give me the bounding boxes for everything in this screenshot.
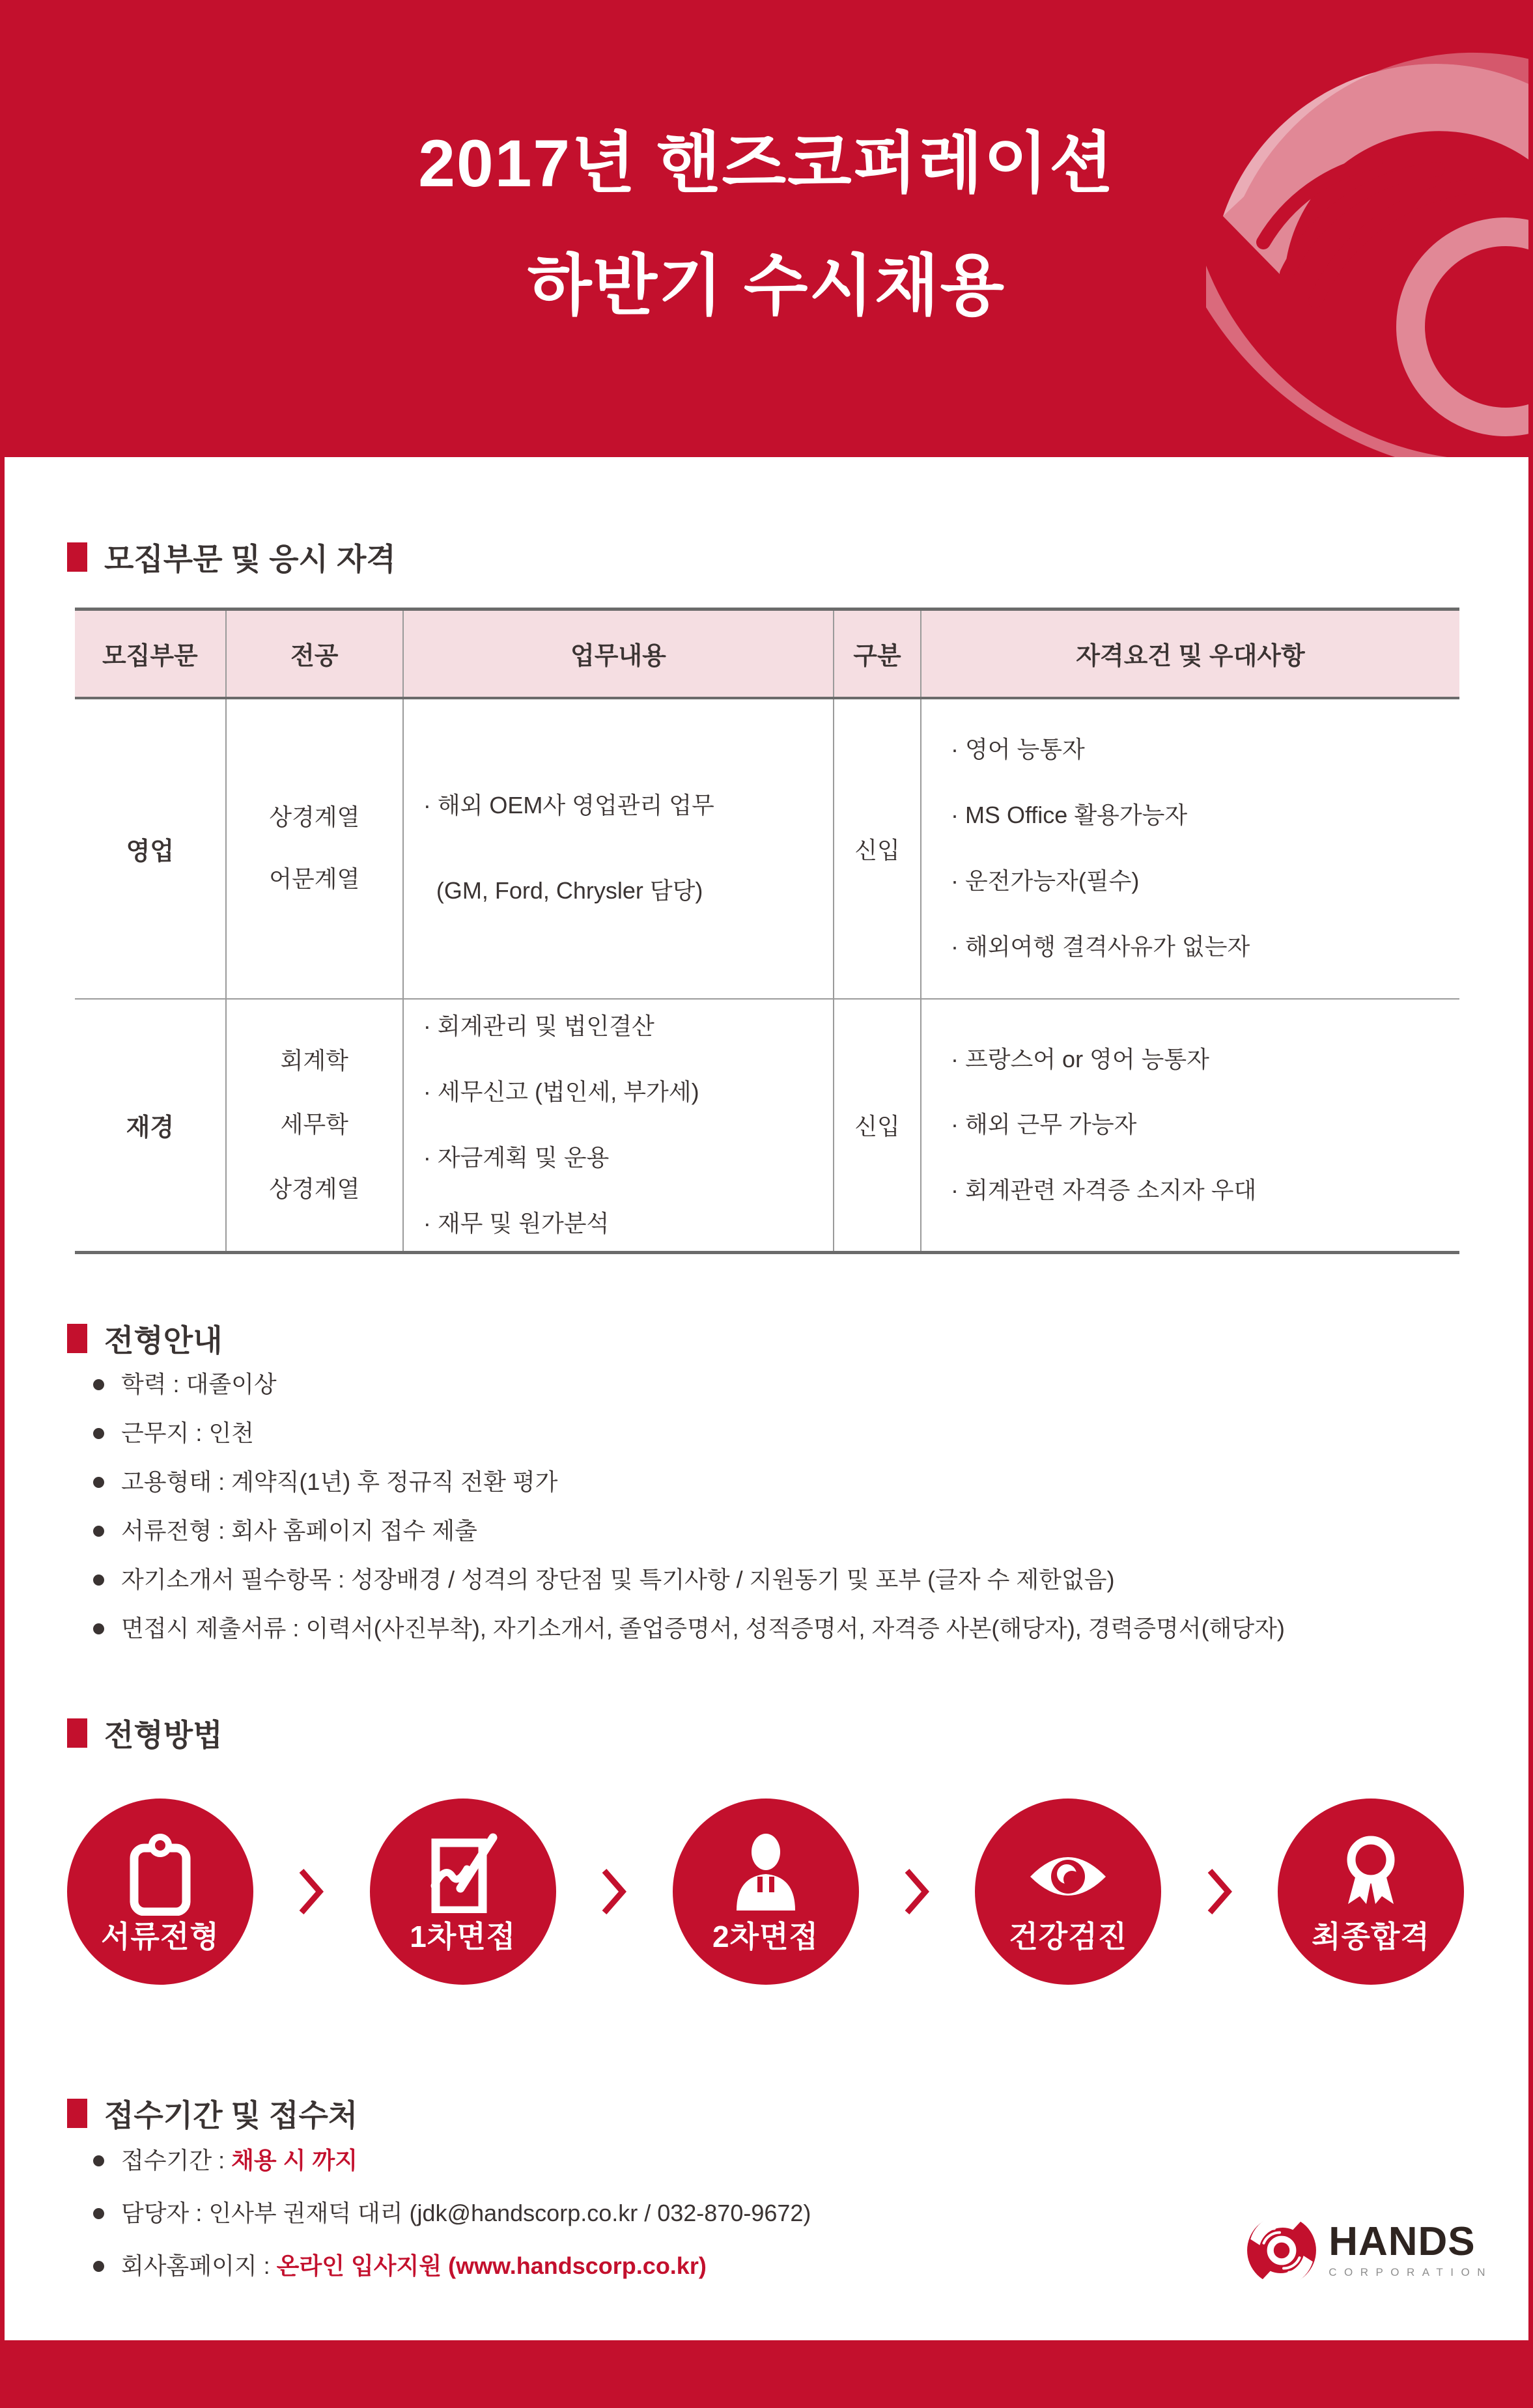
list-item: 고용형태 : 계약직(1년) 후 정규직 전환 평가 xyxy=(93,1470,1490,1494)
list-item: 자기소개서 필수항목 : 성장배경 / 성격의 장단점 및 특기사항 / 지원동기 및 포부 (글자 수 제한없음) xyxy=(93,1568,1490,1591)
chevron-right-icon xyxy=(904,1867,930,1916)
list-item: 회사홈페이지 : 온라인 입사지원 (www.handscorp.co.kr) xyxy=(93,2254,1490,2278)
list-item: 담당자 : 인사부 권재덕 대리 (jdk@handscorp.co.kr / 032-870-9672) xyxy=(93,2202,1490,2225)
section-title-recruit xyxy=(67,535,1464,579)
section-title-text: 전형안내 xyxy=(104,1323,223,1358)
col-header-quals: 자격요건 및 우대사항 xyxy=(921,609,1459,698)
chevron-right-icon xyxy=(601,1867,627,1916)
bullet-dot xyxy=(93,1428,104,1439)
bullet-dot xyxy=(93,2208,104,2219)
hands-logo-icon xyxy=(1245,2214,1318,2287)
footer-bar xyxy=(0,2340,1533,2408)
chevron-right-icon xyxy=(1207,1867,1233,1916)
process-step-first-interview xyxy=(370,1799,556,1985)
red-square-bullet xyxy=(67,542,87,572)
bullet-dot xyxy=(93,1623,104,1634)
cell-majors: 상경계열 어문계열 xyxy=(226,698,403,999)
company-logo xyxy=(1245,2214,1493,2287)
medal-icon xyxy=(1335,1831,1407,1912)
cell-dept: 재경 xyxy=(126,1114,175,1142)
list-item: 서류전형 : 회사 홈페이지 접수 제출 xyxy=(93,1519,1490,1543)
cell-quals: · 프랑스어 or 영어 능통자 · 해외 근무 가능자 · 회계관련 자격증 소지자 우대 xyxy=(921,999,1459,1253)
list-item: 접수기간 : 채용 시 까지 xyxy=(93,2149,1490,2172)
col-header-major: 전공 xyxy=(226,609,403,698)
cell-quals: · 영어 능통자 · MS Office 활용가능자 · 운전가능자(필수) · 해외여행 결격사유가 없는자 xyxy=(921,698,1459,999)
bullet-dot xyxy=(93,1526,104,1537)
chevron-right-icon xyxy=(298,1867,324,1916)
col-header-duties: 업무내용 xyxy=(403,609,834,698)
page-title-line1: 2017년 핸즈코퍼레이션 xyxy=(418,126,1115,201)
bullet-dot xyxy=(93,2261,104,2272)
col-header-dept: 모집부문 xyxy=(75,609,226,698)
guide-list xyxy=(93,1373,1490,1640)
cell-type: 신입 xyxy=(834,698,921,999)
process-step-final-pass xyxy=(1278,1799,1464,1985)
process-step-label: 1차면접 xyxy=(410,1920,516,1953)
bullet-dot xyxy=(93,1575,104,1586)
section-title-text: 접수기간 및 접수처 xyxy=(104,2098,358,2133)
clipboard-icon xyxy=(126,1831,194,1916)
list-item: 면접시 제출서류 : 이력서(사진부착), 자기소개서, 졸업증명서, 성적증명서, 자격증 사본(해당자), 경력증명서(해당자) xyxy=(93,1617,1490,1640)
process-step-second-interview xyxy=(673,1799,859,1985)
logo-wordmark: HANDS xyxy=(1329,2219,1476,2264)
page-title xyxy=(0,0,1533,347)
hero-header xyxy=(0,0,1533,457)
section-title-text: 모집부문 및 응시 자격 xyxy=(104,542,396,576)
cell-duties: · 회계관리 및 법인결산 · 세무신고 (법인세, 부가세) · 자금계획 및 운용 · 재무 및 원가분석 xyxy=(403,999,834,1253)
signature-icon xyxy=(425,1831,501,1913)
cell-duties: · 해외 OEM사 영업관리 업무 (GM, Ford, Chrysler 담당) xyxy=(403,698,834,999)
process-step-health-check xyxy=(975,1799,1161,1985)
section-title-text: 전형방법 xyxy=(104,1718,223,1752)
table-row xyxy=(75,999,1459,1253)
process-step-documents xyxy=(67,1799,253,1985)
bullet-dot xyxy=(93,1477,104,1488)
section-title-apply xyxy=(67,2092,1464,2135)
list-item: 학력 : 대졸이상 xyxy=(93,1373,1490,1396)
process-step-label: 건강검진 xyxy=(1009,1920,1128,1953)
recruit-table-section xyxy=(67,608,1464,1254)
right-edge-stripe xyxy=(1528,0,1533,2408)
cell-majors: 회계학 세무학 상경계열 xyxy=(226,999,403,1253)
left-edge-stripe xyxy=(0,0,5,2408)
bullet-dot xyxy=(93,1379,104,1390)
red-square-bullet xyxy=(67,1718,87,1748)
red-square-bullet xyxy=(67,1324,87,1353)
eye-icon xyxy=(1025,1845,1111,1908)
page-title-line2: 하반기 수시채용 xyxy=(527,248,1006,323)
highlight-text: 채용 시 까지 xyxy=(231,2147,358,2174)
process-step-label: 서류전형 xyxy=(101,1920,219,1953)
person-icon xyxy=(730,1831,802,1913)
table-row xyxy=(75,698,1459,999)
process-step-label: 2차면접 xyxy=(712,1920,819,1953)
logo-subtext: CORPORATION xyxy=(1329,2266,1493,2278)
red-square-bullet xyxy=(67,2099,87,2128)
section-title-method xyxy=(67,1711,1464,1755)
bullet-dot xyxy=(93,2155,104,2166)
process-step-label: 최종합격 xyxy=(1312,1920,1430,1953)
recruit-table xyxy=(75,608,1459,1254)
table-header-row xyxy=(75,609,1459,698)
cell-type: 신입 xyxy=(834,999,921,1253)
section-title-guide xyxy=(67,1317,1464,1360)
list-item: 근무지 : 인천 xyxy=(93,1421,1490,1445)
cell-dept: 영업 xyxy=(75,698,226,999)
process-flow xyxy=(67,1797,1464,1986)
highlight-text: 온라인 입사지원 (www.handscorp.co.kr) xyxy=(276,2252,707,2279)
col-header-type: 구분 xyxy=(834,609,921,698)
